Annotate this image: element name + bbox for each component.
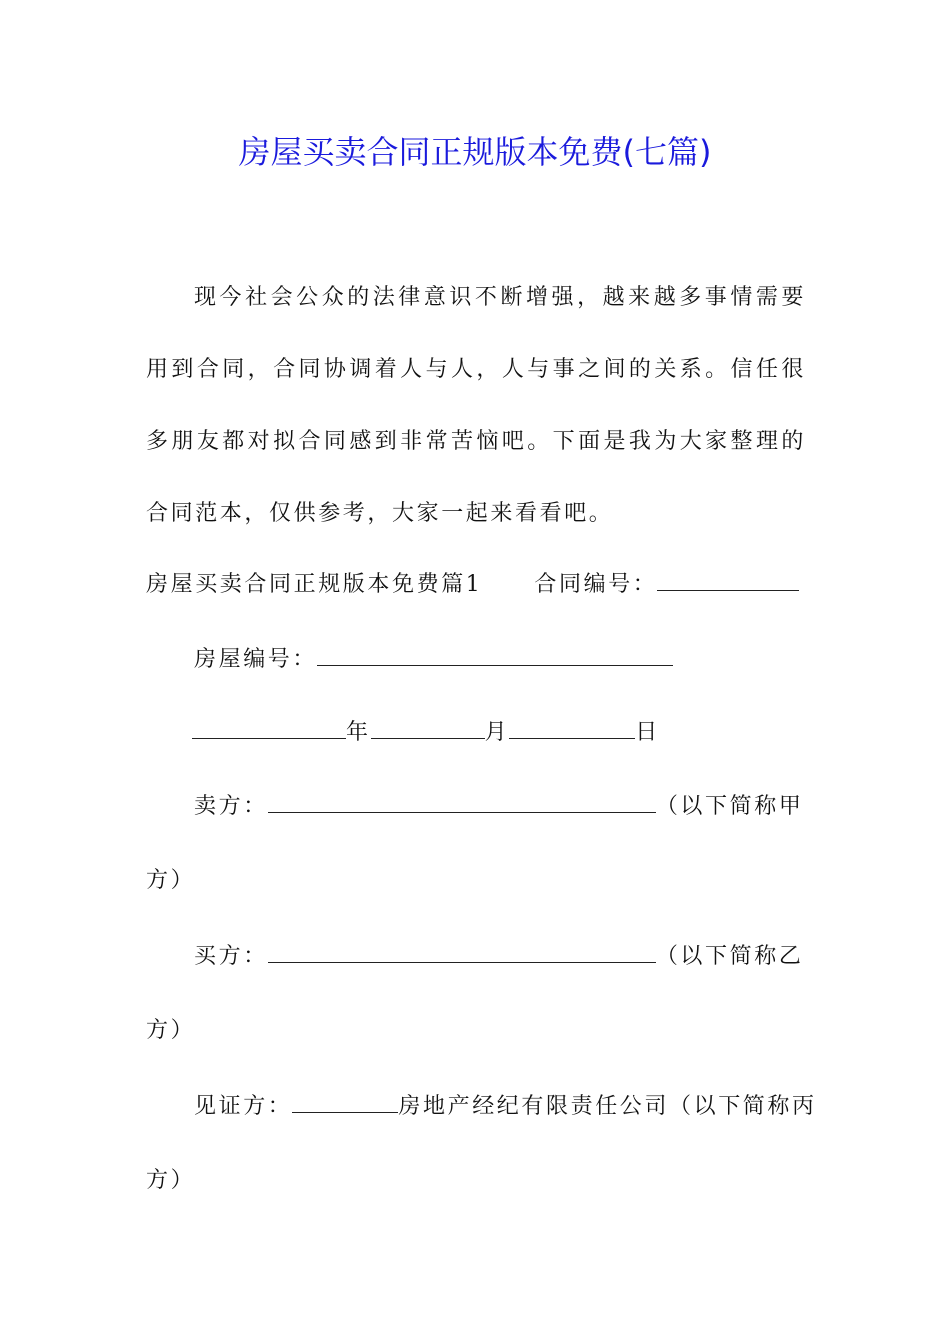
- buyer-line: [194, 942, 803, 972]
- witness-line-end: [146, 1166, 195, 1196]
- section-heading-line: [146, 570, 799, 600]
- house-no-blank: [317, 645, 673, 666]
- date-month-label: 月: [484, 720, 510, 745]
- witness-suffix-end: 方）: [146, 1168, 196, 1193]
- witness-label: 见证方：: [194, 1094, 293, 1119]
- buyer-suffix-end: 方）: [146, 1018, 196, 1043]
- buyer-label: 买方：: [194, 944, 268, 969]
- document-title: 房屋买卖合同正规版本免费(七篇): [238, 133, 712, 171]
- witness-company: 房地产经纪有限责任公司（以下简称丙: [398, 1094, 817, 1119]
- date-year-label: 年: [346, 720, 371, 745]
- buyer-line-end: [146, 1016, 195, 1046]
- seller-line: [194, 792, 803, 822]
- section-heading: 房屋买卖合同正规版本免费篇1: [146, 572, 483, 597]
- contract-no-label: 合同编号：: [534, 572, 658, 597]
- house-no-line: [194, 645, 673, 675]
- seller-line-end: [146, 866, 195, 896]
- witness-blank: [292, 1092, 398, 1113]
- seller-suffix-end: 方）: [146, 868, 196, 893]
- seller-blank: [268, 792, 656, 813]
- witness-line: [194, 1092, 817, 1122]
- month-blank: [371, 718, 485, 739]
- date-day-label: 日: [635, 720, 660, 745]
- seller-label: 卖方：: [194, 794, 268, 819]
- date-line: [192, 718, 660, 748]
- house-no-label: 房屋编号：: [194, 647, 318, 672]
- intro-paragraph: 现今社会公众的法律意识不断增强，越来越多事情需要用到合同，合同协调着人与人，人与事之间的关系。信任很多朋友都对拟合同感到非常苦恼吧。下面是我为大家整理的合同范本，仅供参考，大家一起来看看吧。: [146, 285, 806, 526]
- day-blank: [509, 718, 635, 739]
- buyer-blank: [268, 942, 656, 963]
- contract-no-blank: [657, 570, 799, 591]
- seller-suffix: （以下简称甲: [655, 794, 804, 819]
- buyer-suffix: （以下简称乙: [655, 944, 804, 969]
- year-blank: [192, 718, 346, 739]
